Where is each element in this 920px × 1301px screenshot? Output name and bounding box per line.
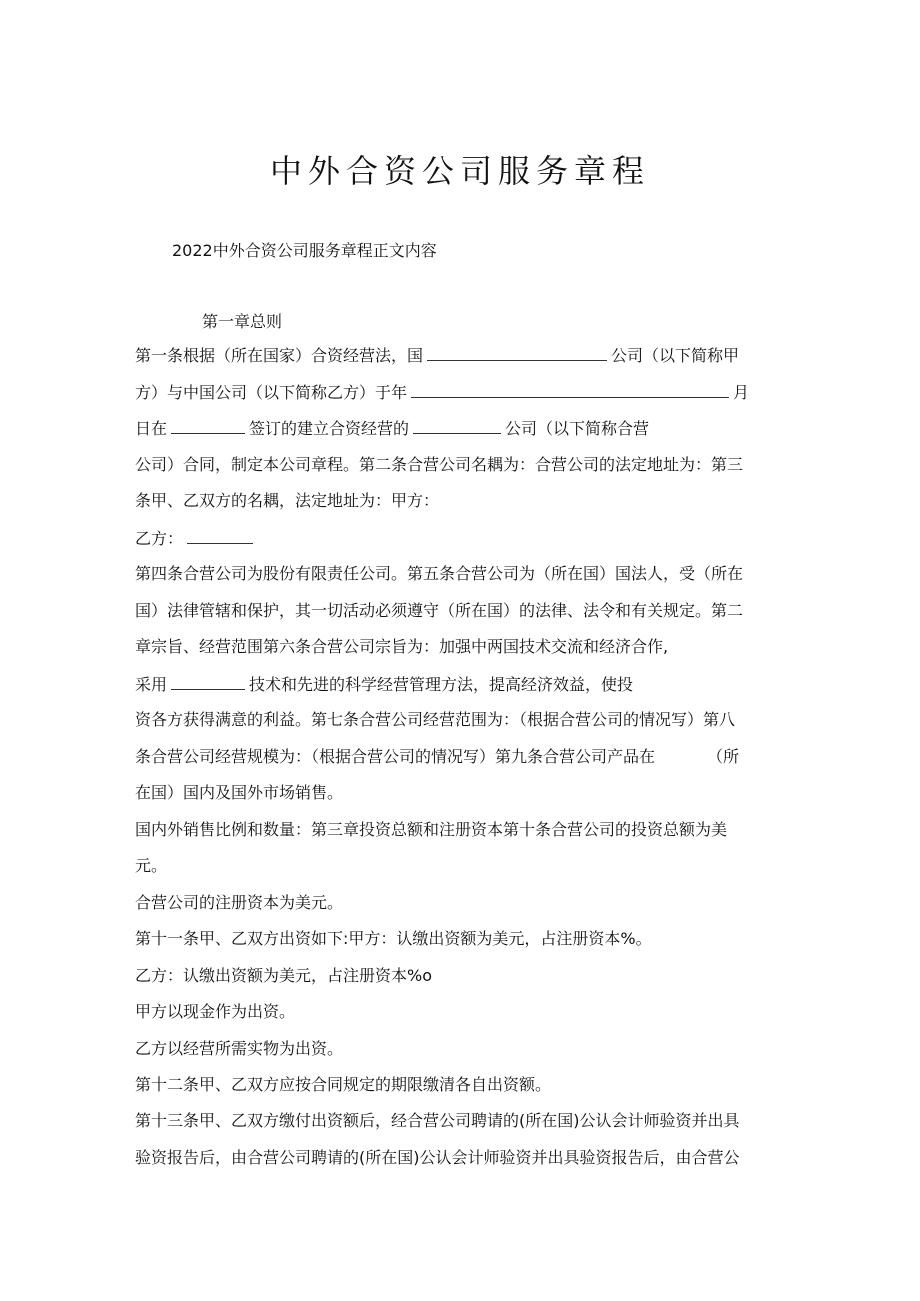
paragraph-line bbox=[135, 417, 649, 440]
paragraph-line: 第十一条甲、乙双方出资如下:甲方：认缴出资额为美元，占注册资本%。 bbox=[135, 929, 652, 948]
line-text: （所 bbox=[707, 747, 740, 766]
fill-blank bbox=[187, 527, 253, 544]
fill-blank bbox=[171, 417, 245, 434]
paragraph-line: 国）法律管辖和保护，其一切活动必须遵守（所在国）的法律、法令和有关规定。第二 bbox=[135, 601, 744, 620]
paragraph-line bbox=[135, 381, 749, 404]
line-text: 技术和先进的科学经营管理方法，提高经济效益，使投 bbox=[249, 675, 634, 694]
paragraph-line bbox=[135, 344, 739, 367]
fill-blank bbox=[413, 417, 501, 434]
line-text: 签订的建立合资经营的 bbox=[249, 419, 410, 438]
paragraph-line: 资各方获得满意的利益。第七条合营公司经营范围为：（根据合营公司的情况写）第八 bbox=[135, 710, 736, 729]
line-text: 第一条根据（所在国家）合资经营法，国 bbox=[135, 346, 424, 365]
paragraph-line: 条甲、乙双方的名耦，法定地址为：甲方： bbox=[135, 491, 440, 510]
document-title: 中外合资公司服务章程 bbox=[269, 152, 650, 190]
line-text: 条合营公司经营规模为：（根据合营公司的情况写）第九条合营公司产品在 bbox=[135, 747, 656, 766]
paragraph-line: 国内外销售比例和数量：第三章投资总额和注册资本第十条合营公司的投资总额为美 bbox=[135, 820, 728, 839]
paragraph-line bbox=[135, 673, 633, 696]
line-text: 方）与中国公司（以下简称乙方）于年 bbox=[135, 383, 408, 402]
line-text: 公司（以下简称甲 bbox=[611, 346, 740, 365]
paragraph-line: 在国）国内及国外市场销售。 bbox=[135, 783, 344, 802]
paragraph-line: 元。 bbox=[135, 856, 168, 875]
paragraph-line: 验资报告后，由合营公司聘请的(所在国)公认会计师验资并出具验资报告后，由合营公 bbox=[135, 1148, 740, 1167]
paragraph-line bbox=[135, 527, 257, 550]
line-text: 采用 bbox=[135, 675, 168, 694]
paragraph-line: 第四条合营公司为股份有限责任公司。第五条合营公司为（所在国）国法人，受（所在 bbox=[135, 564, 744, 583]
document-subtitle: 2022中外合资公司服务章程正文内容 bbox=[172, 241, 437, 260]
line-text: 日在 bbox=[135, 419, 168, 438]
paragraph-line: 乙方以经营所需实物为出资。 bbox=[135, 1039, 344, 1058]
paragraph-line bbox=[135, 746, 739, 768]
paragraph-line: 甲方以现金作为出资。 bbox=[135, 1002, 296, 1021]
fill-blank bbox=[411, 381, 729, 398]
line-text: 乙方： bbox=[135, 529, 184, 548]
fill-blank bbox=[171, 673, 245, 690]
line-text: 公司（以下简称合营 bbox=[505, 419, 650, 438]
line-text: 月 bbox=[733, 383, 750, 402]
paragraph-line: 第十二条甲、乙双方应按合同规定的期限缴清各自出资额。 bbox=[135, 1075, 552, 1094]
paragraph-line: 乙方：认缴出资额为美元，占注册资本%o bbox=[135, 966, 432, 985]
paragraph-line: 公司）合同，制定本公司章程。第二条合营公司名耦为：合营公司的法定地址为：第三 bbox=[135, 455, 744, 474]
paragraph-line: 第十三条甲、乙双方缴付出资额后，经合营公司聘请的(所在国)公认会计师验资并出具 bbox=[135, 1111, 740, 1130]
chapter-heading: 第一章总则 bbox=[202, 312, 283, 331]
fill-blank bbox=[427, 344, 607, 361]
paragraph-line: 章宗旨、经营范围第六条合营公司宗旨为：加强中两国技术交流和经济合作, bbox=[135, 637, 669, 656]
paragraph-line: 合营公司的注册资本为美元。 bbox=[135, 893, 344, 912]
